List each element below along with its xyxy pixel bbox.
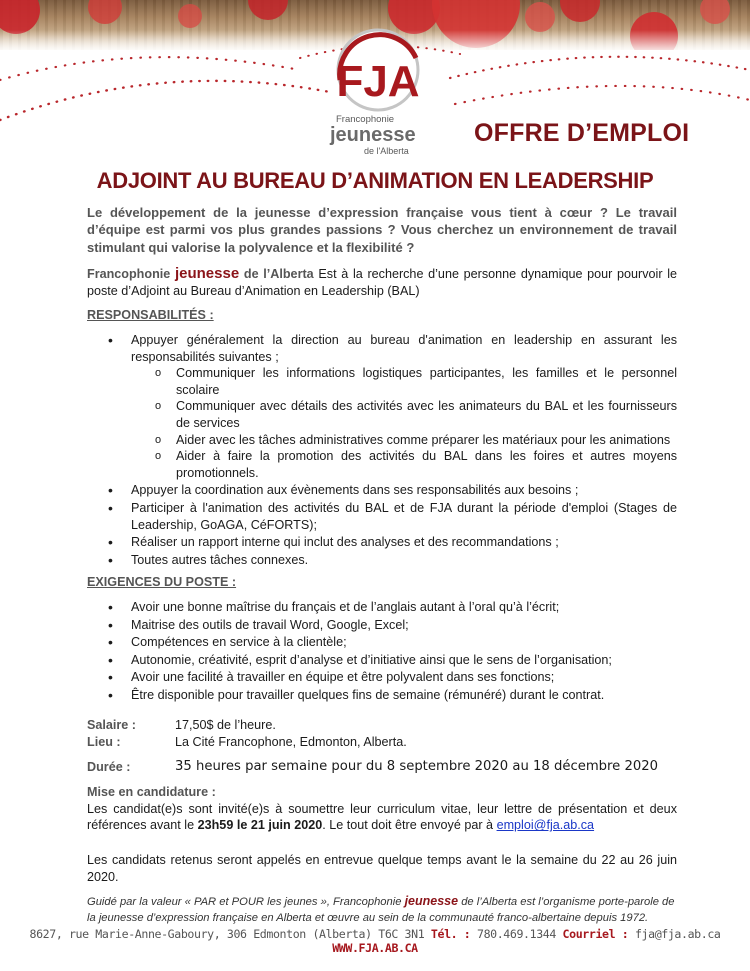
- exigences-list: [87, 599, 677, 704]
- candidature-text1: Les candidat(e)s sont invité(e)s à soumettre leur curriculum vitae, leur lettre de présentation et deux références avant le: [87, 801, 677, 833]
- list-item: • Être disponible pour travailler quelques fins de semaine (rémunéré) durant le contrat.: [87, 687, 677, 704]
- resp-sub-list: [131, 365, 677, 481]
- lieu-label: Lieu :: [87, 735, 121, 750]
- logo-line3: de l'Alberta: [364, 146, 409, 156]
- org-paragraph: [87, 266, 677, 299]
- org-name-post: de l’Alberta: [243, 267, 314, 282]
- list-item: o Aider avec les tâches administratives comme préparer les matériaux pour les animations: [131, 432, 677, 449]
- duree-row: [87, 759, 677, 776]
- candidature-heading: Mise en candidature :: [87, 785, 216, 800]
- resp-main: Appuyer généralement la direction au bureau d'animation en leadership en assurant les responsabilités suivantes ;: [131, 333, 677, 364]
- footer: [0, 927, 750, 955]
- list-item: • Avoir une bonne maîtrise du français et de l’anglais autant à l’oral qu’à l’écrit;: [87, 599, 677, 616]
- list-item: • Autonomie, créativité, esprit d’analyse et d’initiative ainsi que le sens de l’organisation;: [87, 652, 677, 669]
- candidature-deadline: 23h59 le 21 juin 2020: [197, 818, 323, 833]
- guide-jeunesse: jeunesse: [404, 894, 459, 909]
- responsabilites-list: [87, 332, 677, 568]
- candidature-text2: . Le tout doit être envoyé par à: [322, 818, 494, 833]
- footer-tel: 780.469.1344: [476, 927, 556, 941]
- footer-site[interactable]: WWW.FJA.AB.CA: [332, 941, 418, 955]
- footer-tel-label: Tél. :: [430, 927, 471, 941]
- list-item: [87, 332, 677, 481]
- logo-line1: Francophonie: [336, 114, 395, 125]
- list-item: o Communiquer les informations logistiques participantes, les familles et le personnel scolaire: [131, 365, 677, 398]
- lieu-value: La Cité Francophone, Edmonton, Alberta.: [175, 735, 407, 750]
- list-item: o Aider à faire la promotion des activités du BAL dans les foires et autres moyens promotionnels.: [131, 448, 677, 481]
- footer-courriel-label: Courriel :: [562, 927, 629, 941]
- org-name-jeunesse: jeunesse: [174, 265, 240, 283]
- exigences-heading: EXIGENCES DU POSTE :: [87, 575, 237, 590]
- salaire-value: 17,50$ de l’heure.: [175, 718, 276, 733]
- guide-paragraph: [87, 893, 677, 926]
- logo-letters: FJA: [336, 57, 420, 106]
- main-content: [87, 204, 677, 937]
- footer-courriel[interactable]: fja@fja.ab.ca: [634, 927, 721, 941]
- list-item: • Réaliser un rapport interne qui inclut des analyses et des recommandations ;: [87, 534, 677, 551]
- email-link[interactable]: emploi@fja.ab.ca: [496, 818, 595, 833]
- lieu-row: [87, 734, 677, 751]
- guide-post: de l’Alberta est l’organisme porte-parole de la jeunesse d’expression française en Alberta et œuvre au sein de la communauté franco-albertaine depuis 1972.: [87, 896, 675, 925]
- offre-emploi-heading: OFFRE D’EMPLOI: [474, 119, 690, 147]
- fja-logo: [318, 28, 448, 158]
- intro-paragraph: Le développement de la jeunesse d’expression française vous tient à cœur ? Le travail d’équipe est parmi vos plus grandes passions ? Vous cherchez un environnement de travail stimulant qui valorise la polyvalence et la flexibilité ?: [87, 205, 677, 255]
- list-item: • Compétences en service à la clientèle;: [87, 634, 677, 651]
- logo-line2: jeunesse: [330, 124, 416, 146]
- org-name-pre: Francophonie: [87, 267, 171, 282]
- responsabilites-heading: RESPONSABILITÉS :: [87, 308, 214, 323]
- list-item: • Avoir une facilité à travailler en équipe et être polyvalent dans ses fonctions;: [87, 669, 677, 686]
- salaire-label: Salaire :: [87, 718, 137, 733]
- retenus-paragraph: Les candidats retenus seront appelés en entrevue quelque temps avant le la semaine du 22 au 26 juin 2020.: [87, 853, 677, 884]
- list-item: o Communiquer avec détails des activités avec les animateurs du BAL et les fournisseurs de services: [131, 398, 677, 431]
- duree-value: 35 heures par semaine pour du 8 septembre 2020 au 18 décembre 2020: [175, 758, 659, 774]
- guide-pre: Guidé par la valeur « PAR et POUR les jeunes », Francophonie: [87, 896, 402, 909]
- footer-address: 8627, rue Marie-Anne-Gaboury, 306 Edmonton (Alberta) T6C 3N1: [29, 927, 425, 941]
- salaire-row: [87, 717, 677, 734]
- candidature-paragraph: [87, 801, 677, 834]
- list-item: • Toutes autres tâches connexes.: [87, 552, 677, 569]
- list-item: • Participer à l'animation des activités du BAL et de FJA durant la période d'emploi (Stages de Leadership, GoAGA, CéFORTS);: [87, 500, 677, 533]
- list-item: • Appuyer la coordination aux évènements dans ses responsabilités aux besoins ;: [87, 482, 677, 499]
- job-title: ADJOINT AU BUREAU D’ANIMATION EN LEADERSHIP: [96, 168, 654, 193]
- duree-label: Durée :: [87, 759, 131, 774]
- list-item: • Maitrise des outils de travail Word, Google, Excel;: [87, 617, 677, 634]
- org-text: Est à la recherche d’une personne dynamique pour pourvoir le poste d’Adjoint au Bureau d’Animation en Leadership (BAL): [87, 267, 678, 298]
